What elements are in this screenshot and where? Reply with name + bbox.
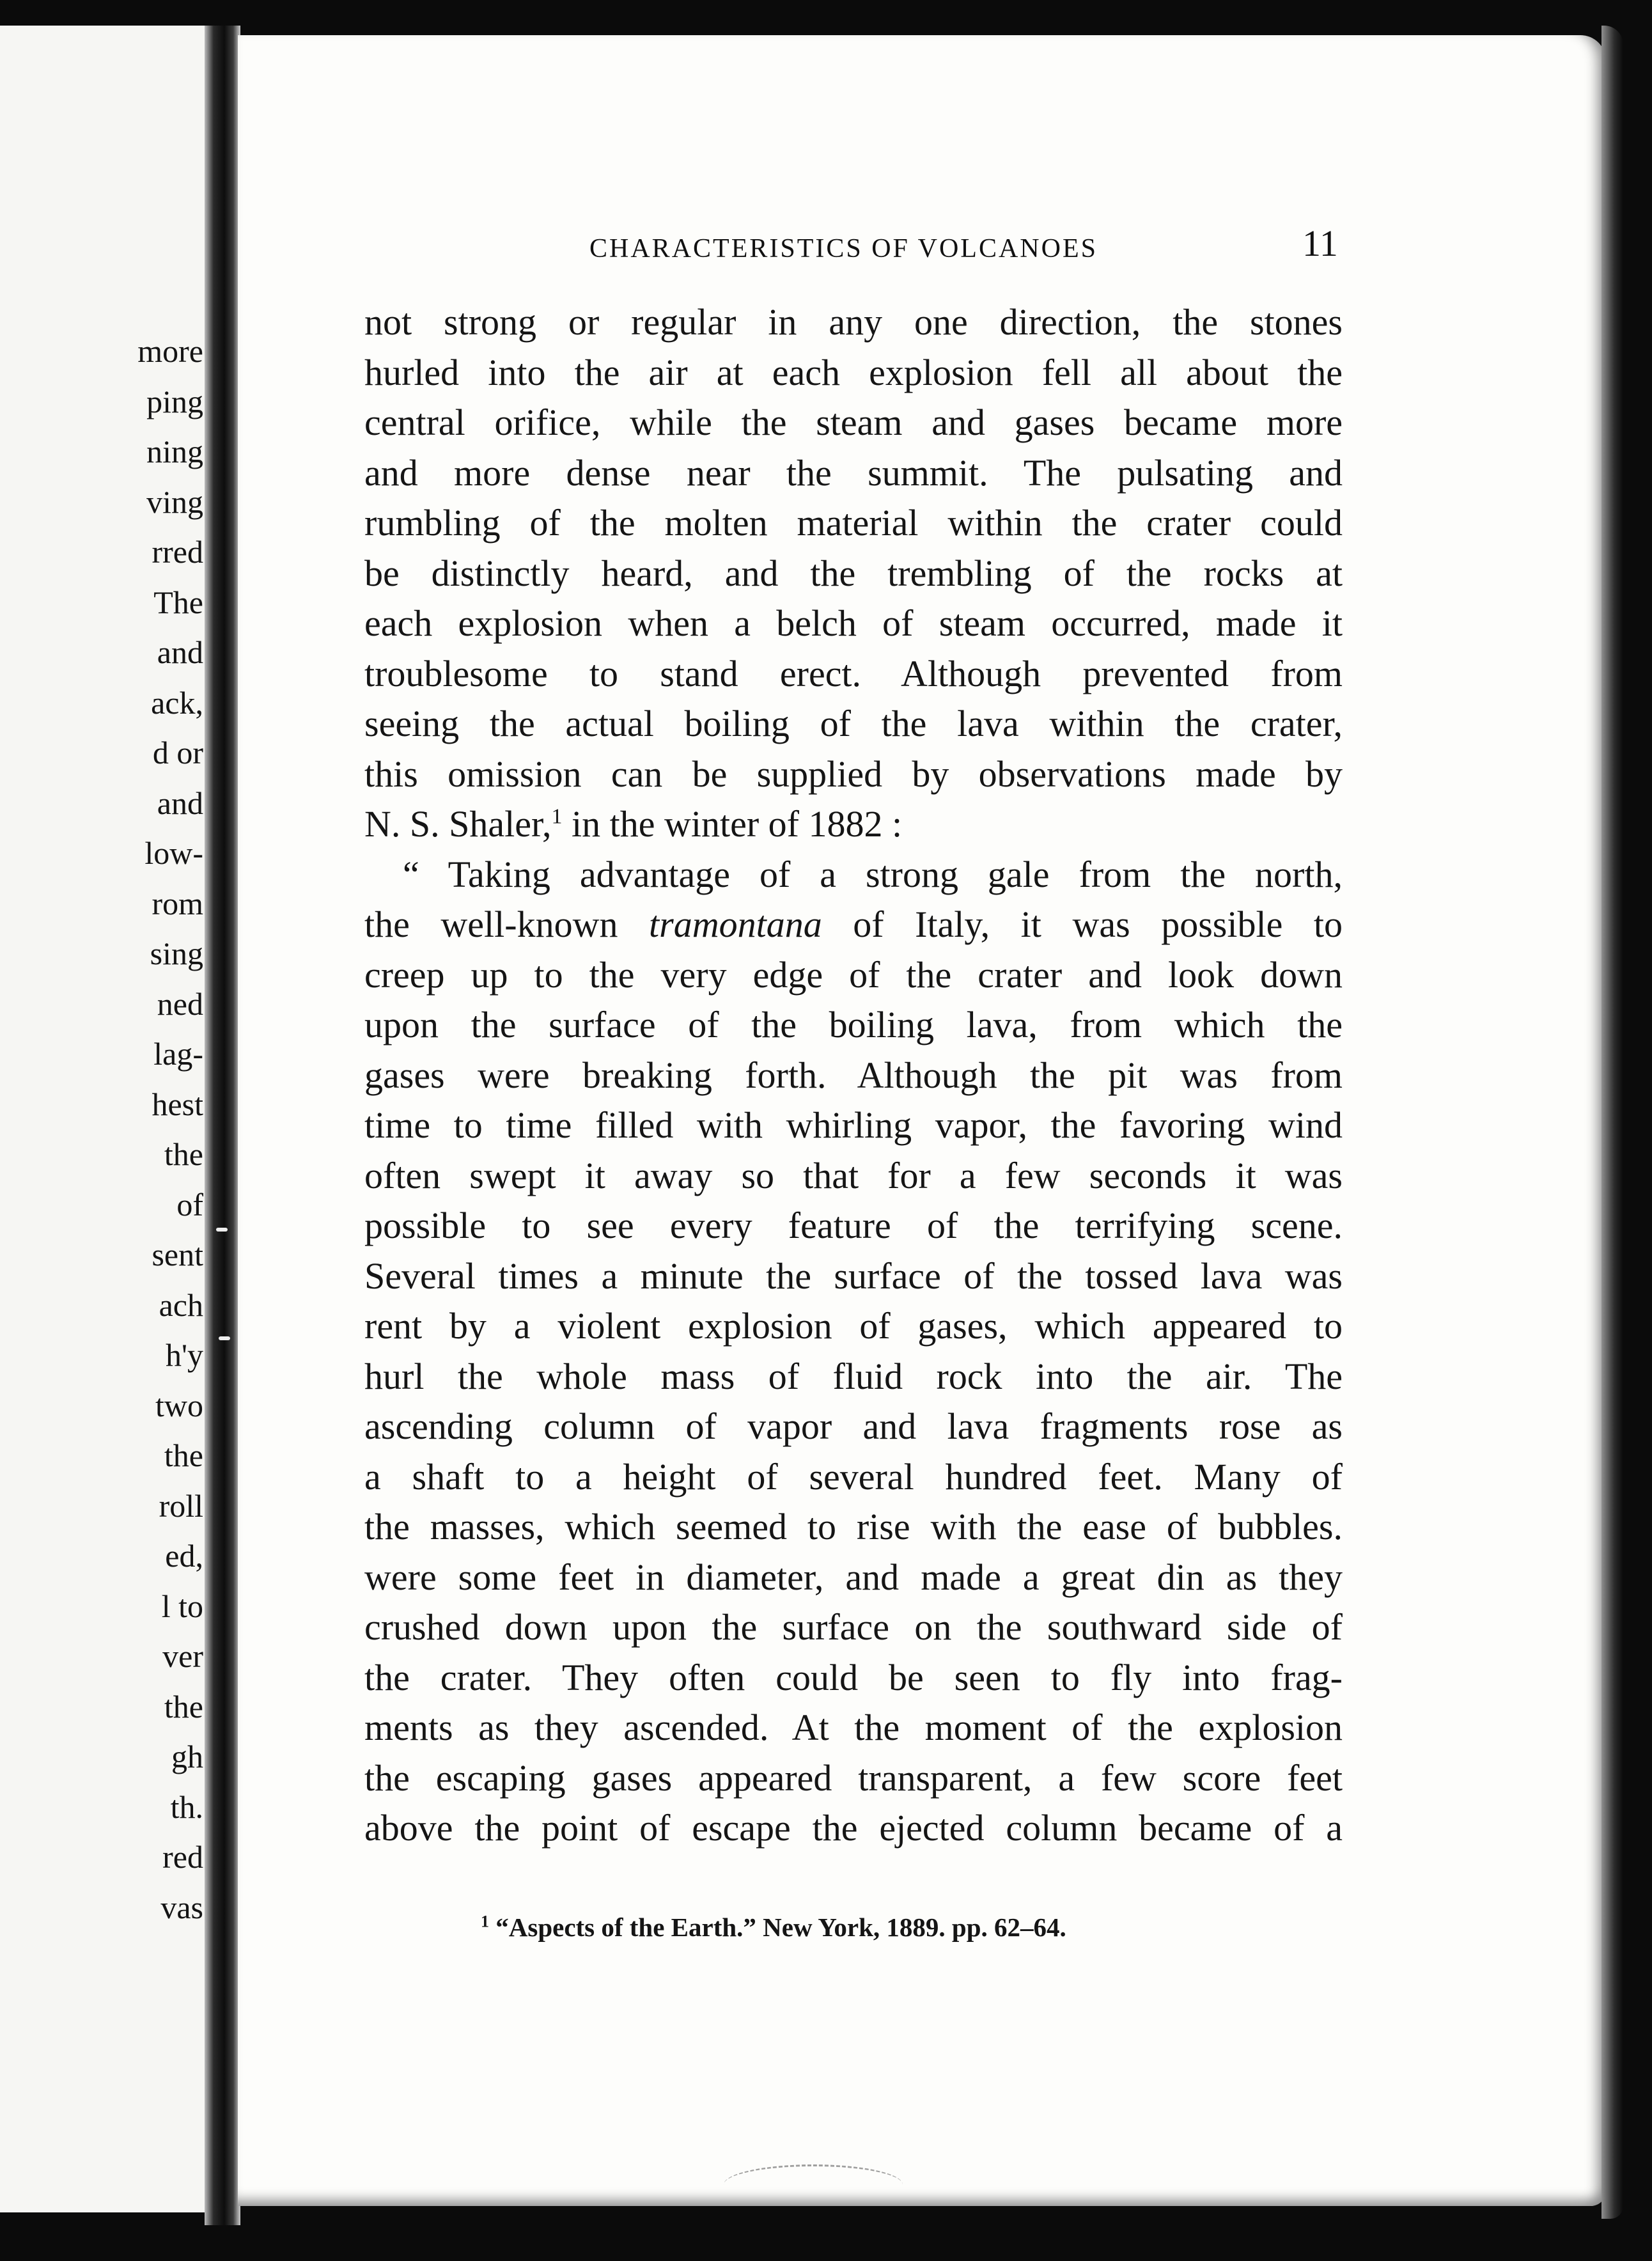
- left-page: [0, 26, 211, 2212]
- left-fragment: and: [157, 785, 203, 821]
- text-line: the masses, which seemed to rise with the ease of bubbles.: [364, 1506, 1343, 1547]
- left-fragment: two: [155, 1387, 203, 1423]
- text-line: above the point of escape the ejected column became of a: [364, 1807, 1343, 1849]
- left-fragment: rred: [152, 534, 203, 570]
- running-head: CHARACTERISTICS OF VOLCANOES: [589, 234, 1098, 263]
- left-fragment: ving: [146, 483, 203, 520]
- text-line: the crater. They often could be seen to fly into frag-: [364, 1656, 1343, 1698]
- text-line: possible to see every feature of the terrifying scene.: [364, 1205, 1343, 1246]
- left-fragment: of: [176, 1186, 203, 1223]
- tramontana-after: of Italy, it was possible to: [822, 904, 1343, 945]
- body-text: [364, 297, 1343, 1854]
- footnote: [481, 1912, 1312, 1943]
- page-edge: [1601, 26, 1623, 2219]
- left-fragment: th.: [170, 1788, 203, 1825]
- text-line: ments as they ascended. At the moment of the explosion: [364, 1707, 1343, 1748]
- text-line: time to time filled with whirling vapor, the favoring wind: [364, 1104, 1343, 1146]
- left-fragment: ed,: [165, 1538, 203, 1574]
- text-line: rent by a violent explosion of gases, which appeared to: [364, 1305, 1343, 1347]
- text-line: upon the surface of the boiling lava, from which the: [364, 1004, 1343, 1045]
- left-fragment: and: [157, 634, 203, 670]
- text-line: seeing the actual boiling of the lava within the crater,: [364, 703, 1343, 744]
- text-line: troublesome to stand erect. Although prevented from: [364, 652, 1343, 694]
- tramontana-italic: tramontana: [649, 904, 822, 945]
- text-line-tramontana: [364, 900, 1343, 950]
- text-line: and more dense near the summit. The pulsating and: [364, 451, 1343, 494]
- left-fragment: low-: [144, 835, 203, 871]
- left-fragment: red: [162, 1839, 203, 1875]
- text-line: were some feet in diameter, and made a great din as they: [364, 1556, 1343, 1598]
- text-line: be distinctly heard, and the trembling of the rocks at: [364, 552, 1343, 594]
- text-line-shaler: [364, 799, 1343, 850]
- text-line: crushed down upon the surface on the southward side of: [364, 1606, 1343, 1648]
- right-page: [238, 35, 1606, 2206]
- left-fragment: vas: [160, 1889, 203, 1925]
- text-line: this omission can be supplied by observations made by: [364, 753, 1343, 795]
- shaler-name: N. S. Shaler,: [364, 803, 552, 845]
- text-line: Several times a minute the surface of the tossed lava was: [364, 1255, 1343, 1297]
- left-fragment: sing: [150, 935, 203, 971]
- left-fragment: d or: [152, 735, 203, 771]
- left-fragment: more: [137, 333, 203, 369]
- left-fragment: rom: [152, 885, 203, 921]
- left-fragment: hest: [152, 1086, 203, 1122]
- left-fragment: the: [164, 1437, 203, 1473]
- left-fragment: gh: [171, 1739, 203, 1774]
- shaler-tail: in the winter of 1882 :: [562, 803, 903, 845]
- book-gutter: [205, 26, 240, 2225]
- footnote-reference: 1: [551, 804, 563, 829]
- left-fragment: The: [153, 584, 203, 620]
- text-line: creep up to the very edge of the crater and look down: [364, 953, 1343, 996]
- left-fragment: ned: [157, 985, 203, 1022]
- text-line: a shaft to a height of several hundred feet. Many of: [364, 1455, 1343, 1498]
- text-line: ascending column of vapor and lava fragments rose as: [364, 1405, 1343, 1447]
- left-fragment: ning: [146, 434, 203, 469]
- text-line: central orifice, while the steam and gases became more: [364, 402, 1343, 443]
- left-fragment: sent: [152, 1237, 203, 1272]
- tramontana-before: the well-known: [364, 904, 650, 945]
- page-number: 11: [1302, 223, 1338, 264]
- left-fragment: l to: [161, 1588, 203, 1624]
- text-line: not strong or regular in any one direction, the stones: [364, 301, 1343, 343]
- text-line: each explosion when a belch of steam occurred, made it: [364, 602, 1343, 644]
- left-page-fragments: [137, 326, 203, 1932]
- gutter-speck: [216, 1228, 228, 1232]
- footnote-marker: 1: [481, 1912, 489, 1931]
- footnote-text: “Aspects of the Earth.” New York, 1889. pp. 62–64.: [489, 1913, 1066, 1942]
- left-fragment: ver: [162, 1638, 203, 1674]
- left-fragment: ack,: [151, 684, 203, 721]
- page-smudge: [724, 2164, 903, 2205]
- left-fragment: h'y: [165, 1337, 203, 1373]
- text-line: “ Taking advantage of a strong gale from the north,: [403, 853, 1343, 895]
- text-line: often swept it away so that for a few seconds it was: [364, 1154, 1343, 1196]
- left-fragment: roll: [159, 1487, 203, 1524]
- text-line: the escaping gases appeared transparent, a few score feet: [364, 1756, 1343, 1799]
- text-line: hurled into the air at each explosion fell all about the: [364, 351, 1343, 393]
- left-fragment: ach: [159, 1287, 203, 1323]
- left-fragment: the: [164, 1136, 203, 1172]
- text-line: gases were breaking forth. Although the pit was from: [364, 1054, 1343, 1096]
- left-fragment: lag-: [153, 1036, 203, 1072]
- gutter-speck: [219, 1336, 230, 1340]
- text-line: rumbling of the molten material within the crater could: [364, 502, 1343, 544]
- text-line: hurl the whole mass of fluid rock into the air. The: [364, 1355, 1343, 1397]
- left-fragment: ping: [146, 383, 203, 419]
- left-fragment: the: [164, 1688, 203, 1725]
